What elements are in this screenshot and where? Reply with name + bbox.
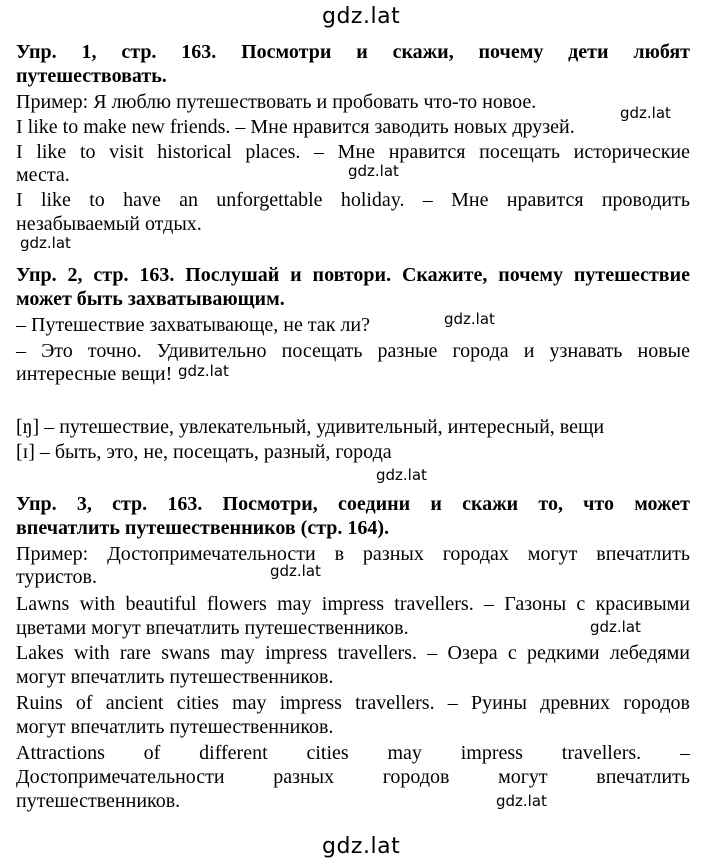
ex3-line: Пример: Достопримечательности в разных городах могут впечатлить	[16, 543, 690, 565]
watermark: gdz.lat	[270, 562, 321, 580]
ex3-line: Ruins of ancient cities may impress travellers. – Руины древних городов	[16, 692, 690, 714]
ex3-line: цветами могут впечатлить путешественников.	[16, 617, 409, 639]
watermark: gdz.lat	[444, 310, 495, 328]
ex1-line: I like to have an unforgettable holiday. – Мне нравится проводить	[16, 189, 690, 211]
ex2-title-line1: Упр. 2, стр. 163. Послушай и повтори. Скажите, почему путешествие	[16, 264, 690, 286]
ex3-title-line2: впечатлить путешественников (стр. 164).	[16, 517, 390, 539]
ex3-line: Достопримечательности разных городов могут впечатлить	[16, 766, 690, 788]
watermark-bottom: gdz.lat	[322, 834, 401, 859]
ex3-line: Attractions of different cities may impress travellers. –	[16, 742, 690, 764]
watermark: gdz.lat	[590, 618, 641, 636]
ex1-line: I like to make new friends. – Мне нравится заводить новых друзей.	[16, 116, 575, 138]
ex2-title-line2: может быть захватывающим.	[16, 288, 285, 310]
ex3-line: могут впечатлить путешественников.	[16, 716, 334, 738]
ex3-title-line1: Упр. 3, стр. 163. Посмотри, соедини и скажи то, что может	[16, 493, 690, 515]
ex2-phonetic: [ŋ] – путешествие, увлекательный, удивительный, интересный, вещи	[16, 416, 605, 438]
watermark: gdz.lat	[620, 104, 671, 122]
ex3-line: Lawns with beautiful flowers may impress travellers. – Газоны с красивыми	[16, 593, 690, 615]
ex2-line: – Путешествие захватывающе, не так ли?	[16, 314, 370, 336]
watermark-top: gdz.lat	[322, 4, 401, 29]
ex1-line: Пример: Я люблю путешествовать и пробовать что-то новое.	[16, 91, 537, 113]
ex1-title-line2: путешествовать.	[16, 65, 167, 87]
ex1-line: I like to visit historical places. – Мне нравится посещать исторические	[16, 141, 690, 163]
ex1-line: незабываемый отдых.	[16, 213, 202, 235]
ex3-line: путешественников.	[16, 790, 181, 812]
ex2-line: – Это точно. Удивительно посещать разные города и узнавать новые	[16, 340, 690, 362]
ex1-title-line1: Упр. 1, стр. 163. Посмотри и скажи, почему дети любят	[16, 41, 690, 63]
watermark: gdz.lat	[376, 466, 427, 484]
ex3-line: могут впечатлить путешественников.	[16, 666, 334, 688]
ex2-phonetic: [ɪ] – быть, это, не, посещать, разный, города	[16, 441, 392, 463]
ex3-line: туристов.	[16, 566, 97, 588]
watermark: gdz.lat	[348, 162, 399, 180]
ex1-line: места.	[16, 164, 70, 186]
watermark: gdz.lat	[20, 234, 71, 252]
watermark: gdz.lat	[178, 362, 229, 380]
ex2-line: интересные вещи!	[16, 363, 173, 385]
watermark: gdz.lat	[496, 792, 547, 810]
ex3-line: Lakes with rare swans may impress travellers. – Озера с редкими лебедями	[16, 642, 690, 664]
